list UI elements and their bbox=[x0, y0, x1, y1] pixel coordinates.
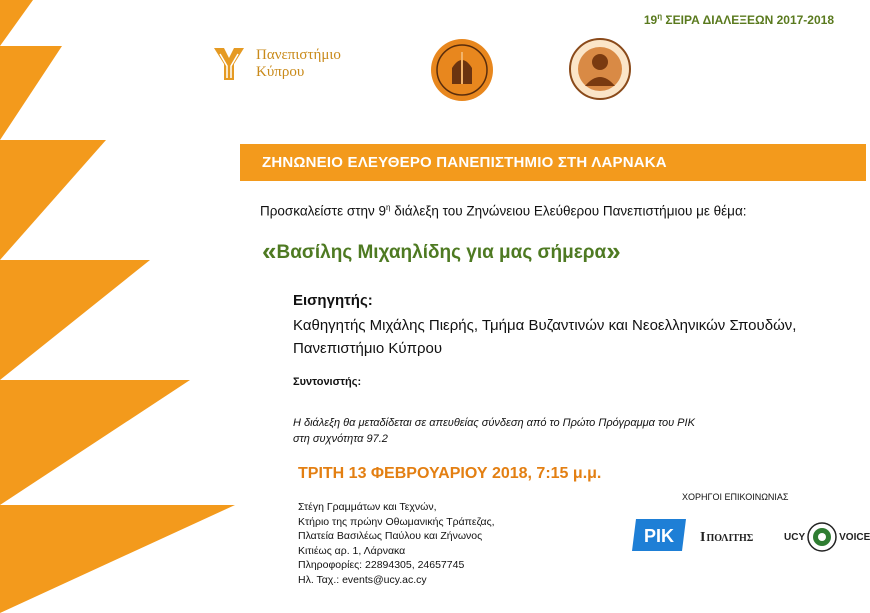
triangle-5 bbox=[0, 380, 190, 505]
broadcast-line-1: Η διάλεξη θα μεταδίδεται σε απευθείας σύνδεση από το Πρώτο Πρόγραμμα του ΡΙΚ bbox=[293, 417, 695, 429]
ucy-voice-right-text: VOICE bbox=[839, 531, 870, 543]
address-line: Κιτιέως αρ. 1, Λάρνακα bbox=[298, 544, 406, 557]
banner-title: ΖΗΝΩΝΕΙΟ ΕΛΕΥΘΕΡΟ ΠΑΝΕΠΙΣΤΗΜΙΟ ΣΤΗ ΛΑΡΝΑΚΑ bbox=[240, 144, 866, 181]
triangle-4 bbox=[0, 260, 150, 380]
close-quote: » bbox=[606, 236, 621, 266]
rik-logo-text: ΡΙΚ bbox=[643, 526, 675, 546]
speaker-heading: Εισηγητής: bbox=[293, 292, 373, 309]
sponsors-heading: ΧΟΡΗΓΟΙ ΕΠΙΚΟΙΝΩΝΙΑΣ bbox=[682, 492, 789, 502]
politis-mark: Ι bbox=[700, 530, 706, 545]
rik-logo bbox=[630, 517, 688, 553]
politis-logo-text: ΠΟΛΙΤΗΣ bbox=[706, 532, 754, 544]
triangle-1 bbox=[0, 0, 33, 46]
address-line: Κτήριο της πρώην Οθωμανικής Τράπεζας, bbox=[298, 515, 495, 528]
municipal-seal-icon bbox=[430, 38, 494, 102]
phone-line: Πληροφορίες: 22894305, 24657745 bbox=[298, 559, 465, 572]
speaker-details: Καθηγητής Μιχάλης Πιερής, Τμήμα Βυζαντινών και Νεοελληνικών Σπουδών, Πανεπιστήμιο Κύπρου bbox=[293, 317, 797, 357]
event-date-time: ΤΡΙΤΗ 13 ΦΕΒΡΟΥΑΡΙΟΥ 2018, 7:15 μ.μ. bbox=[298, 465, 602, 482]
coordinator-heading: Συντονιστής: bbox=[293, 376, 362, 388]
open-quote: « bbox=[262, 236, 277, 266]
broadcast-line-2: στη συχνότητα 97.2 bbox=[293, 433, 388, 445]
ucy-voice-emblem-icon bbox=[807, 522, 837, 552]
lecture-title: Βασίλης Μιχαηλίδης για μας σήμερα bbox=[276, 242, 607, 263]
triangle-3 bbox=[0, 140, 106, 260]
triangle-2 bbox=[0, 46, 62, 140]
university-name-line2: Κύπρου bbox=[256, 64, 305, 80]
venue-address bbox=[298, 500, 495, 588]
ucy-voice-left-text: UCY bbox=[784, 531, 806, 543]
invitation-text: Προσκαλείστε στην $9^\eta$ διάλεξη του Ζηνώνειου Ελεύθερου Πανεπιστήμιου με θέμα: bbox=[260, 203, 747, 219]
university-name-line1: Πανεπιστήμιο bbox=[256, 47, 341, 63]
politis-logo bbox=[700, 530, 753, 546]
decorative-triangles bbox=[0, 0, 260, 613]
zeno-portrait-seal-icon bbox=[569, 38, 631, 100]
triangle-6 bbox=[0, 505, 235, 613]
ucy-voice-logo bbox=[784, 522, 870, 552]
address-line: Πλατεία Βασιλέως Παύλου και Ζήνωνος bbox=[298, 530, 483, 543]
email-line: Ηλ. Ταχ.: events@ucy.ac.cy bbox=[298, 573, 427, 586]
university-emblem-icon bbox=[210, 44, 248, 84]
address-line: Στέγη Γραμμάτων και Τεχνών, bbox=[298, 501, 437, 513]
university-logo bbox=[210, 44, 341, 84]
broadcast-note bbox=[293, 415, 773, 447]
lecture-topic bbox=[262, 236, 621, 267]
series-title: $19^\eta$ ΣΕΙΡΑ ΔΙΑΛΕΞΕΩΝ 2017-2018 bbox=[643, 12, 834, 27]
